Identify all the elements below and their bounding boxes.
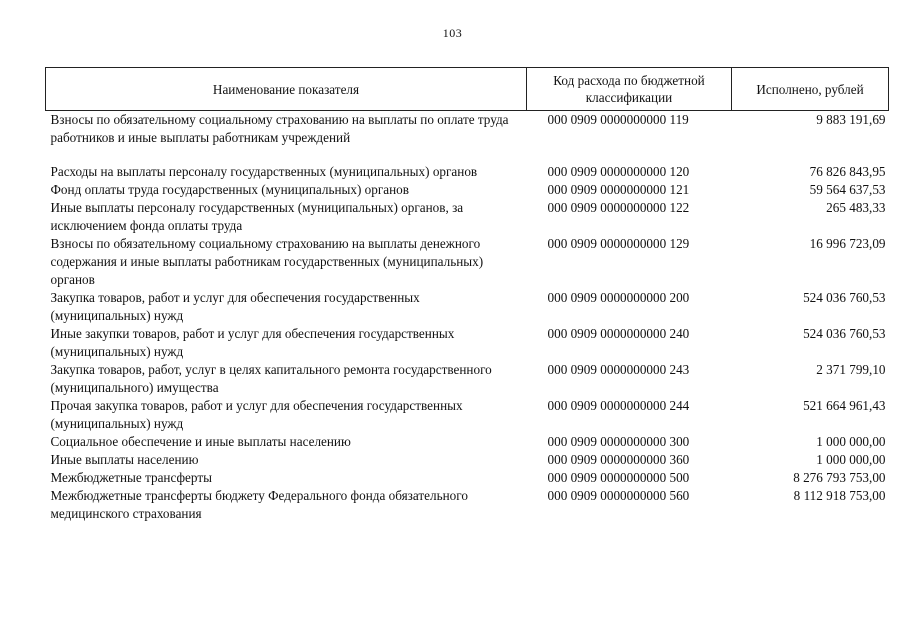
executed-amount: 8 276 793 753,00 (793, 470, 886, 485)
executed-amount: 524 036 760,53 (803, 290, 886, 305)
table-row (46, 325, 889, 361)
budget-code: 000 0909 0000000000 119 (547, 112, 689, 127)
executed-amount: 2 371 799,10 (816, 362, 886, 377)
page-number: 103 (442, 26, 463, 40)
indicator-name: Межбюджетные трансферты (50, 470, 212, 485)
executed-amount: 9 883 191,69 (816, 112, 886, 127)
indicator-name: Иные выплаты персоналу государственных (муниципальных) органов, за исключением фонда оплаты труда (50, 200, 464, 233)
indicator-name: Социальное обеспечение и иные выплаты населению (50, 434, 351, 449)
executed-amount: 16 996 723,09 (809, 236, 886, 251)
table-row (46, 397, 889, 433)
indicator-name: Закупка товаров, работ и услуг для обеспечения государственных (муниципальных) нужд (50, 290, 420, 323)
table-row (46, 289, 889, 325)
table-row (46, 451, 889, 469)
budget-code: 000 0909 0000000000 122 (547, 200, 690, 215)
budget-code: 000 0909 0000000000 240 (547, 326, 690, 341)
indicator-name: Взносы по обязательному социальному страхованию на выплаты денежного содержания и иные выплаты работникам государственных (муниципальных) органов (50, 236, 484, 287)
indicator-name: Расходы на выплаты персоналу государственных (муниципальных) органов (50, 164, 478, 179)
table-row (46, 433, 889, 451)
header-budget-code: Код расхода по бюджетной классификации (527, 68, 732, 111)
table-row (46, 487, 889, 523)
table-row (46, 111, 889, 164)
table-row (46, 163, 889, 181)
indicator-name: Взносы по обязательному социальному страхованию на выплаты по оплате труда работников и иные выплаты работникам учреждений (50, 112, 509, 145)
indicator-name: Фонд оплаты труда государственных (муниципальных) органов (50, 182, 410, 197)
executed-amount: 8 112 918 753,00 (793, 488, 886, 503)
budget-code: 000 0909 0000000000 120 (547, 164, 690, 179)
budget-code: 000 0909 0000000000 360 (547, 452, 690, 467)
budget-code: 000 0909 0000000000 243 (547, 362, 690, 377)
indicator-name: Межбюджетные трансферты бюджету Федерального фонда обязательного медицинского страхования (50, 488, 468, 521)
header-executed-amount: Исполнено, рублей (732, 68, 889, 111)
budget-code: 000 0909 0000000000 560 (547, 488, 690, 503)
budget-code: 000 0909 0000000000 200 (547, 290, 690, 305)
indicator-name: Иные выплаты населению (50, 452, 199, 467)
indicator-name: Прочая закупка товаров, работ и услуг для обеспечения государственных (муниципальных) нужд (50, 398, 463, 431)
table-row (46, 235, 889, 289)
table-header-row (46, 68, 889, 111)
indicator-name: Закупка товаров, работ, услуг в целях капитального ремонта государственного (муниципального) имущества (50, 362, 492, 395)
budget-code: 000 0909 0000000000 244 (547, 398, 690, 413)
executed-amount: 76 826 843,95 (809, 164, 886, 179)
indicator-name: Иные закупки товаров, работ и услуг для обеспечения государственных (муниципальных) нужд (50, 326, 455, 359)
executed-amount: 265 483,33 (826, 200, 886, 215)
budget-code: 000 0909 0000000000 129 (547, 236, 690, 251)
executed-amount: 521 664 961,43 (803, 398, 886, 413)
table-row (46, 181, 889, 199)
header-indicator-name: Наименование показателя (46, 68, 527, 111)
table-row (46, 469, 889, 487)
budget-code: 000 0909 0000000000 121 (547, 182, 690, 197)
table-row (46, 199, 889, 235)
table-row (46, 361, 889, 397)
executed-amount: 1 000 000,00 (816, 434, 886, 449)
executed-amount: 1 000 000,00 (816, 452, 886, 467)
expenditure-table (45, 67, 889, 523)
executed-amount: 524 036 760,53 (803, 326, 886, 341)
budget-code: 000 0909 0000000000 500 (547, 470, 690, 485)
budget-code: 000 0909 0000000000 300 (547, 434, 690, 449)
executed-amount: 59 564 637,53 (809, 182, 886, 197)
